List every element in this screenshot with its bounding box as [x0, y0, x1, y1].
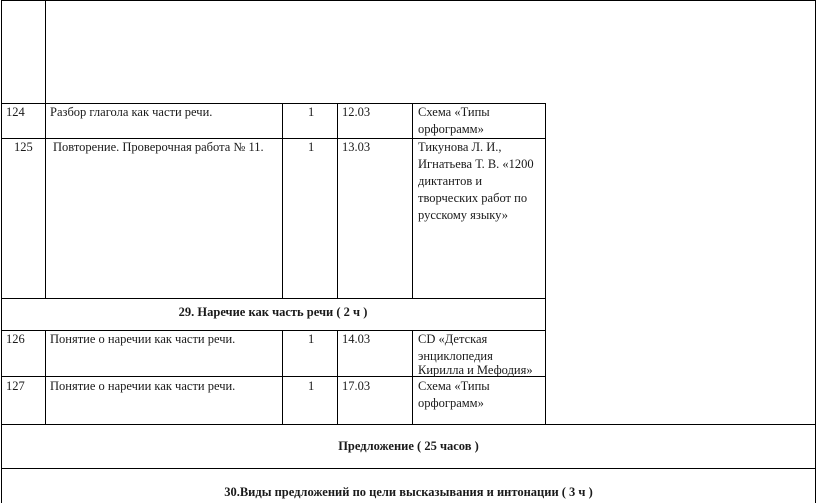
table-border-top	[1, 0, 816, 1]
row-125-resource-line-3: диктантов и	[418, 174, 483, 188]
column-divider-resource	[545, 103, 546, 424]
column-divider-hours-2	[337, 330, 338, 424]
row-126-resource-line-2: энциклопедия	[418, 349, 493, 363]
section-heading-29: 29. Наречие как часть речи ( 2 ч )	[178, 305, 368, 319]
row-125-hours: 1	[308, 140, 315, 154]
row-127-date: 17.03	[342, 379, 371, 393]
row-127-resource-line-2: орфограмм»	[418, 396, 484, 410]
row-125-resource-line-1: Тикунова Л. И.,	[418, 140, 502, 154]
row-126-num: 126	[6, 332, 25, 346]
row-125-date: 13.03	[342, 140, 371, 154]
row-125-num: 125	[14, 140, 33, 154]
row-126-resource-line-3: Кирилла и Мефодия»	[418, 363, 533, 377]
row-divider-section-predl-top	[1, 424, 816, 425]
row-125-resource-line-5: русскому языку»	[418, 208, 508, 222]
row-126-topic: Понятие о наречии как части речи.	[50, 332, 236, 346]
section-heading-30: 30.Виды предложений по цели высказывания и интонации ( 3 ч )	[224, 485, 593, 499]
row-127-hours: 1	[308, 379, 315, 393]
row-124-date: 12.03	[342, 105, 371, 119]
row-124-resource-line-1: Схема «Типы	[418, 105, 490, 119]
row-126-hours: 1	[308, 332, 315, 346]
row-125-resource-line-4: творческих работ по	[418, 191, 528, 205]
row-divider-section30-top	[1, 468, 816, 469]
section-heading-predlozhenie: Предложение ( 25 часов )	[338, 439, 479, 453]
row-124-num: 124	[6, 105, 25, 119]
column-divider-topic	[282, 103, 283, 298]
row-125-resource-line-2: Игнатьева Т. В. «1200	[418, 157, 534, 171]
column-divider-num	[45, 103, 46, 298]
row-125-topic: Повторение. Проверочная работа № 11.	[53, 140, 264, 154]
row-124-resource-line-2: орфограмм»	[418, 122, 484, 136]
row-127-num: 127	[6, 379, 25, 393]
row-126-date: 14.03	[342, 332, 371, 346]
row-127-resource-line-1: Схема «Типы	[418, 379, 490, 393]
column-divider-topic-2	[282, 330, 283, 424]
column-divider-num-2	[45, 330, 46, 424]
column-divider-hours	[337, 103, 338, 298]
column-divider-num-top	[45, 0, 46, 103]
row-124-topic: Разбор глагола как части речи.	[50, 105, 213, 119]
row-divider-section29-top	[1, 298, 545, 299]
row-127-topic: Понятие о наречии как части речи.	[50, 379, 236, 393]
row-126-resource-line-1: CD «Детская	[418, 332, 488, 346]
row-124-hours: 1	[308, 105, 315, 119]
column-divider-date	[412, 103, 413, 298]
table-border-left	[1, 0, 2, 503]
column-divider-date-2	[412, 330, 413, 424]
